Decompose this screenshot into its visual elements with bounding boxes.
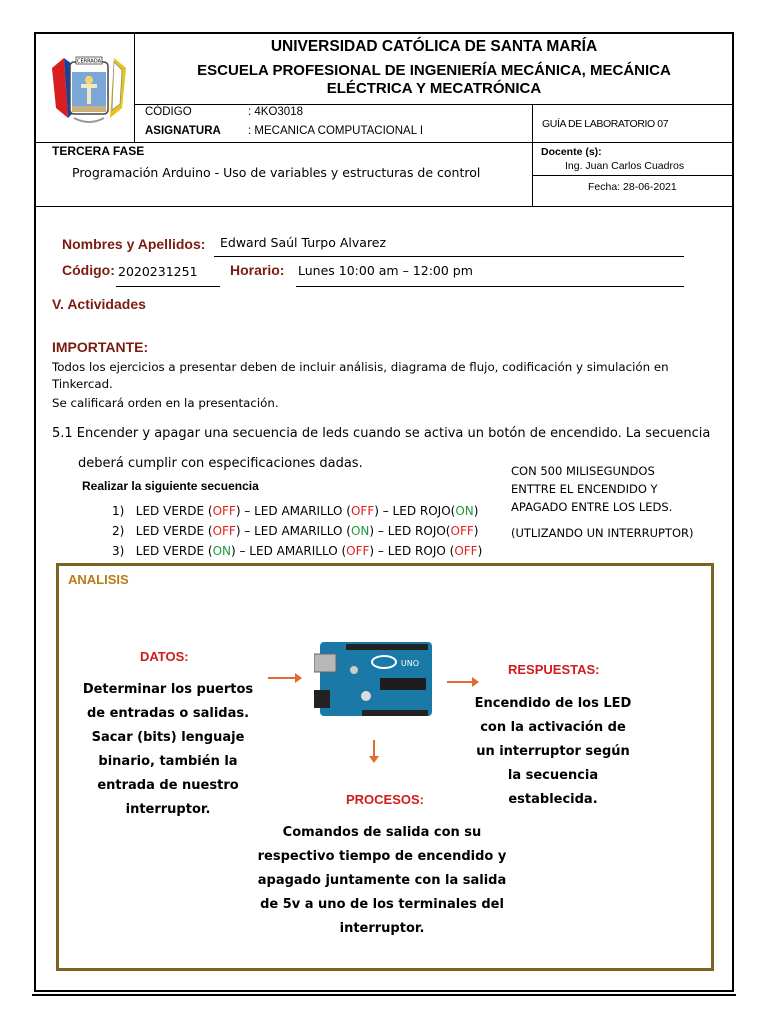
respuestas-line: con la activación de <box>480 720 626 735</box>
sequence-item <box>112 501 482 521</box>
header-rule <box>36 206 732 207</box>
seq-state: OFF <box>450 524 474 538</box>
seq-state: ON <box>212 544 231 558</box>
code-label: Código: <box>62 262 115 278</box>
codigo-label: CÓDIGO <box>145 106 192 118</box>
exercise-line2: deberá cumplir con especificaciones dadas. <box>78 456 363 471</box>
name-value: Edward Saúl Turpo Alvarez <box>220 235 387 250</box>
important-title: IMPORTANTE: <box>52 339 149 355</box>
respuestas-line: establecida. <box>508 792 598 807</box>
school-name-line2: ELÉCTRICA Y MECATRÓNICA <box>326 80 542 97</box>
datos-line: entrada de nuestro <box>97 778 239 793</box>
note-line: CON 500 MILISEGUNDOS <box>511 464 655 478</box>
procesos-line: apagado juntamente con la salida <box>257 873 507 888</box>
arrow-down-head-icon <box>369 756 379 763</box>
header-divider <box>134 34 135 142</box>
datos-line: binario, también la <box>98 754 238 769</box>
header-divider <box>532 104 533 206</box>
seq-text: ) – LED ROJO( <box>374 504 456 518</box>
seq-text: LED VERDE ( <box>135 504 213 518</box>
seq-state: OFF <box>350 504 375 518</box>
code-underline <box>116 286 220 287</box>
procesos-text <box>252 821 512 941</box>
asignatura-value: : MECANICA COMPUTACIONAL I <box>248 125 424 137</box>
arduino-board-image <box>314 640 436 720</box>
sequence-subtitle: Realizar la siguiente secuencia <box>82 479 259 493</box>
seq-text: ) – LED ROJO ( <box>369 544 455 558</box>
schedule-label: Horario: <box>230 262 285 278</box>
seq-text: ) – LED AMARILLO ( <box>235 504 351 518</box>
note-line: (UTLIZANDO UN INTERRUPTOR) <box>511 526 694 540</box>
datos-text <box>76 678 260 822</box>
guia-label: GUÍA DE LABORATORIO 07 <box>542 118 669 130</box>
university-name: UNIVERSIDAD CATÓLICA DE SANTA MARÍA <box>270 38 598 55</box>
seq-text: LED VERDE ( <box>135 544 213 558</box>
datos-title: DATOS: <box>140 649 189 664</box>
respuestas-line: un interruptor según <box>476 744 630 759</box>
fase-label: TERCERA FASE <box>52 144 145 158</box>
procesos-title: PROCESOS: <box>346 792 425 807</box>
bottom-rule <box>32 994 736 996</box>
seq-state: OFF <box>346 544 370 558</box>
header-rule <box>532 175 732 176</box>
seq-state: ON <box>455 504 474 518</box>
schedule-underline <box>296 286 684 287</box>
seq-num: 2) <box>112 524 125 538</box>
seq-state: OFF <box>212 504 236 518</box>
exercise-line1: 5.1 Encender y apagar una secuencia de leds cuando se activa un botón de encendido. La secuencia <box>52 426 711 441</box>
header-rule <box>36 142 732 143</box>
seq-state: OFF <box>212 524 236 538</box>
header-rule <box>134 104 732 105</box>
seq-text: ) <box>473 524 479 538</box>
important-line1: Todos los ejercicios a presentar deben de incluir análisis, diagrama de flujo, codificación y simulación en <box>52 360 669 374</box>
sequence-note <box>511 462 693 542</box>
name-underline <box>214 256 684 257</box>
procesos-line: Comandos de salida con su <box>282 825 482 840</box>
datos-line: Sacar (bits) lenguaje <box>91 730 245 745</box>
section-title: V. Actividades <box>52 296 146 312</box>
respuestas-line: Encendido de los LED <box>474 696 632 711</box>
name-label: Nombres y Apellidos: <box>62 236 206 252</box>
seq-num: 3) <box>112 544 125 558</box>
procesos-line: respectivo tiempo de encendido y <box>257 849 507 864</box>
university-seal-logo <box>48 48 130 130</box>
seq-text: ) <box>477 544 483 558</box>
code-value: 2020231251 <box>118 264 198 279</box>
seq-text: LED VERDE ( <box>135 524 213 538</box>
sequence-item <box>112 541 482 561</box>
school-name-line1: ESCUELA PROFESIONAL DE INGENIERÍA MECÁNICA, MECÁNICA <box>197 62 671 79</box>
sequence-item <box>112 521 482 541</box>
asignatura-label: ASIGNATURA <box>145 125 221 137</box>
datos-line: Determinar los puertos <box>82 682 254 697</box>
fecha-text: Fecha: 28-06-2021 <box>588 181 677 193</box>
seq-state: OFF <box>454 544 478 558</box>
respuestas-title: RESPUESTAS: <box>508 662 600 677</box>
procesos-line: interruptor. <box>339 921 425 936</box>
respuestas-text <box>470 692 636 812</box>
schedule-value: Lunes 10:00 am – 12:00 pm <box>298 263 473 278</box>
codigo-value: : 4KO3018 <box>248 106 303 118</box>
datos-line: interruptor. <box>125 802 211 817</box>
docente-value: Ing. Juan Carlos Cuadros <box>565 160 685 172</box>
sequence-list <box>112 501 482 561</box>
important-line2: Tinkercad. <box>52 377 113 391</box>
board-label: UNO <box>400 659 420 668</box>
topic-text: Programación Arduino - Uso de variables y estructuras de control <box>72 165 481 180</box>
note-line: ENTTRE EL ENCENDIDO Y <box>511 482 658 496</box>
important-line3: Se calificará orden en la presentación. <box>52 396 279 410</box>
arrow-right-icon <box>268 677 300 679</box>
seq-text: ) – LED AMARILLO ( <box>235 524 351 538</box>
respuestas-line: la secuencia <box>507 768 599 783</box>
seq-state: ON <box>350 524 370 538</box>
seq-text: ) <box>473 504 479 518</box>
analysis-title: ANALISIS <box>68 572 129 587</box>
note-line: APAGADO ENTRE LOS LEDS. <box>511 500 673 514</box>
docente-label: Docente (s): <box>541 146 602 158</box>
arrow-right-icon <box>447 681 477 683</box>
seq-num: 1) <box>112 504 125 518</box>
logo-banner-text: CERRADA <box>77 58 101 65</box>
procesos-line: de 5v a uno de los terminales del <box>260 897 504 912</box>
seq-text: ) – LED ROJO( <box>369 524 451 538</box>
seq-text: ) – LED AMARILLO ( <box>230 544 347 558</box>
datos-line: de entradas o salidas. <box>86 706 250 721</box>
